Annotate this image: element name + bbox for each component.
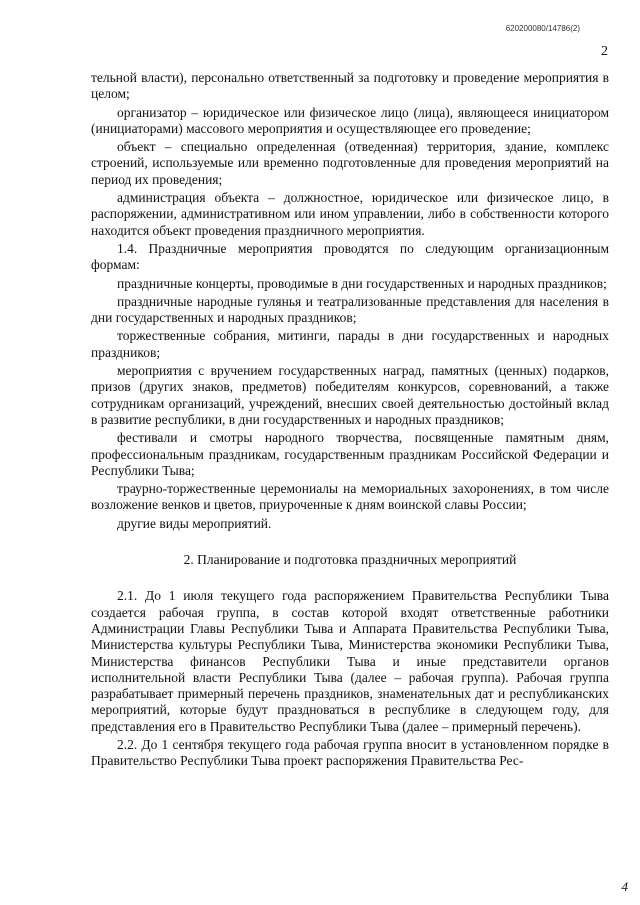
- paragraph-administration-definition: администрация объекта – должностное, юридическое или физическое лицо, в распоряжении, административном или ином управлении, либо в собственности которого находится объект проведения праздничного мероприятия.: [91, 190, 609, 238]
- paragraph-2-2: 2.2. До 1 сентября текущего года рабочая группа вносит в установленном порядке в Правительство Республики Тыва проект распоряжения Правительства Рес-: [91, 736, 609, 769]
- document-body: [91, 70, 609, 772]
- list-item-awards: мероприятия с вручением государственных наград, памятных (ценных) подарков, призов (других знаков, предметов) победителям конкурсов, соревнований, а также сотрудникам организаций, учреждений, внесших своей деятельностью достойный вклад в развитие республики, в дни государственных и народных праздников;: [91, 363, 609, 427]
- list-item-memorials: траурно-торжественные церемониалы на мемориальных захоронениях, в том числе возложение венков и цветов, приуроченные к дням воинской славы России;: [91, 481, 609, 513]
- page-number: 2: [601, 44, 608, 59]
- paragraph-1-4: 1.4. Праздничные мероприятия проводятся по следующим организационным формам:: [91, 240, 609, 273]
- list-item-meetings: торжественные собрания, митинги, парады в дни государственных и народных праздников;: [91, 328, 609, 360]
- paragraph-object-definition: объект – специально определенная (отведенная) территория, здание, комплекс строений, используемые или временно подготовленные для проведения мероприятий на период их проведения;: [91, 139, 609, 187]
- list-item-other: другие виды мероприятий.: [117, 515, 272, 531]
- section-title: 2. Планирование и подготовка праздничных мероприятий: [183, 552, 517, 568]
- list-item-concerts: праздничные концерты, проводимые в дни государственных и народных праздников;: [117, 275, 607, 291]
- footer-mark: 4: [621, 879, 628, 894]
- document-id: 620200080/14786(2): [505, 24, 580, 33]
- list-item-festivals: фестивали и смотры народного творчества, посвященные памятным дням, профессиональным праздникам, государственным праздникам Российской Федерации и Республики Тыва;: [91, 430, 609, 478]
- paragraph-organizer-definition: организатор – юридическое или физическое лицо (лица), являющееся инициатором (инициаторами) массового мероприятия и осуществляющее его проведение;: [91, 104, 609, 136]
- paragraph-continuation: тельной власти), персонально ответственный за подготовку и проведение мероприятия в целом;: [91, 70, 609, 102]
- paragraph-2-1: 2.1. До 1 июля текущего года распоряжением Правительства Республики Тыва создается рабочая группа, в состав которой входят ответственные работники Администрации Главы Республики Тыва и Аппарата Правительства Республики Тыва, Министерства культуры Республики Тыва, Министерства экономики Республики Тыва, Министерства финансов Республики Тыва и иные представители органов исполнительной власти Республики Тыва (далее – рабочая группа). Рабочая группа разрабатывает примерный перечень праздников, знаменательных дат и республиканских мероприятий, которые будут праздноваться в республике в следующем году, для представления его в Правительство Республики Тыва (далее – примерный перечень).: [91, 588, 609, 734]
- list-item-festivities: праздничные народные гулянья и театрализованные представления для населения в дни государственных и народных праздников;: [91, 293, 609, 326]
